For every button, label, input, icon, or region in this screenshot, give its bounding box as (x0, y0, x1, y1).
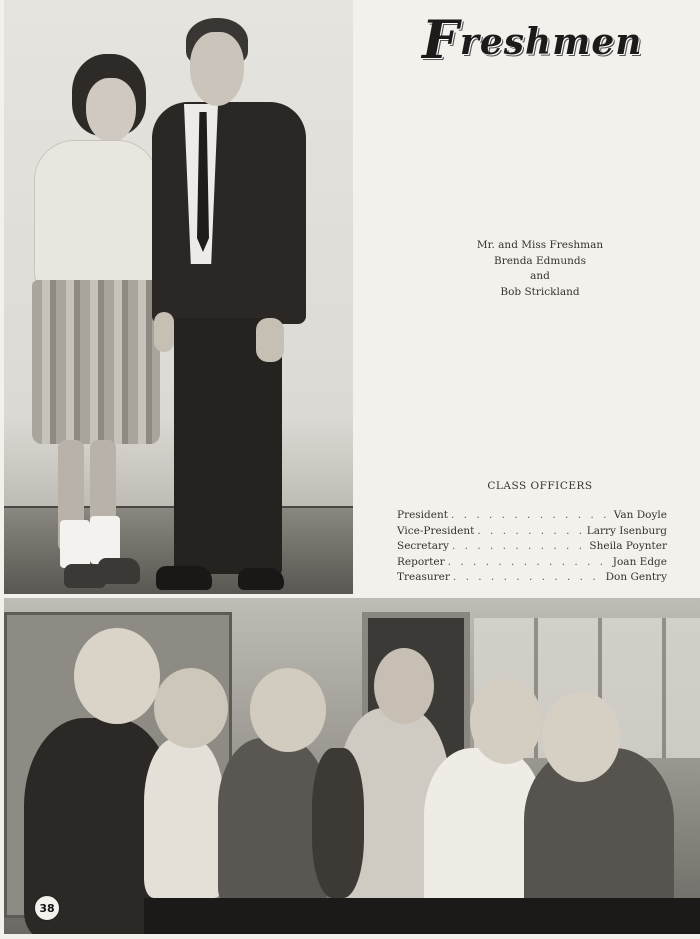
student-head (74, 628, 160, 724)
officer-role: Treasurer (397, 571, 450, 583)
boy-face (190, 32, 244, 106)
boy-shoe (156, 566, 212, 590)
classroom-photo (4, 598, 700, 934)
girl-sock (60, 520, 90, 568)
girl-shoe (98, 558, 140, 584)
page-title (422, 10, 692, 76)
caption-line: Mr. and Miss Freshman (476, 239, 604, 251)
leader-dots (451, 509, 611, 521)
leader-dots (452, 540, 586, 552)
officer-row (397, 525, 667, 541)
officer-row (397, 540, 667, 556)
title-initial: F (422, 10, 460, 71)
student-head (470, 678, 542, 764)
boy-hand (256, 318, 284, 362)
page-number: 38 (34, 895, 60, 921)
officer-row (397, 571, 667, 587)
leader-dots (477, 525, 583, 537)
girl-sweater (34, 140, 158, 288)
boy-hand (154, 312, 174, 352)
student-head (374, 648, 434, 724)
leader-dots (453, 571, 603, 583)
officers-heading: CLASS OFFICERS (487, 480, 593, 492)
boy-shoe (238, 568, 284, 590)
officer-name: Don Gentry (605, 571, 667, 583)
officer-role: President (397, 509, 448, 521)
student-head (250, 668, 326, 752)
student-head (542, 692, 620, 782)
girl-plaid-skirt (32, 280, 160, 444)
officer-row (397, 556, 667, 572)
girl-sock (90, 516, 120, 564)
lab-table (144, 898, 700, 934)
officer-name: Larry Isenburg (586, 524, 667, 537)
officer-name: Joan Edge (612, 555, 667, 568)
officers-list (397, 509, 667, 587)
portrait-photo-mr-miss-freshman (4, 0, 353, 594)
officer-role: Reporter (397, 555, 445, 568)
leader-dots (448, 556, 610, 568)
portrait-caption (440, 238, 640, 300)
caption-line: Bob Strickland (500, 285, 580, 298)
caption-line: Brenda Edmunds (493, 254, 586, 267)
frog-specimen (312, 748, 364, 898)
student (144, 738, 224, 898)
boy-jacket (152, 102, 306, 324)
student-head (154, 668, 228, 748)
officer-name: Van Doyle (613, 509, 667, 521)
girl-face (86, 78, 136, 142)
officer-name: Sheila Poynter (589, 540, 667, 552)
officer-role: Secretary (397, 540, 449, 552)
officer-row (397, 509, 667, 525)
officer-role: Vice-President (397, 524, 475, 537)
caption-line: and (530, 270, 550, 282)
title-rest: reshmen (459, 21, 643, 63)
